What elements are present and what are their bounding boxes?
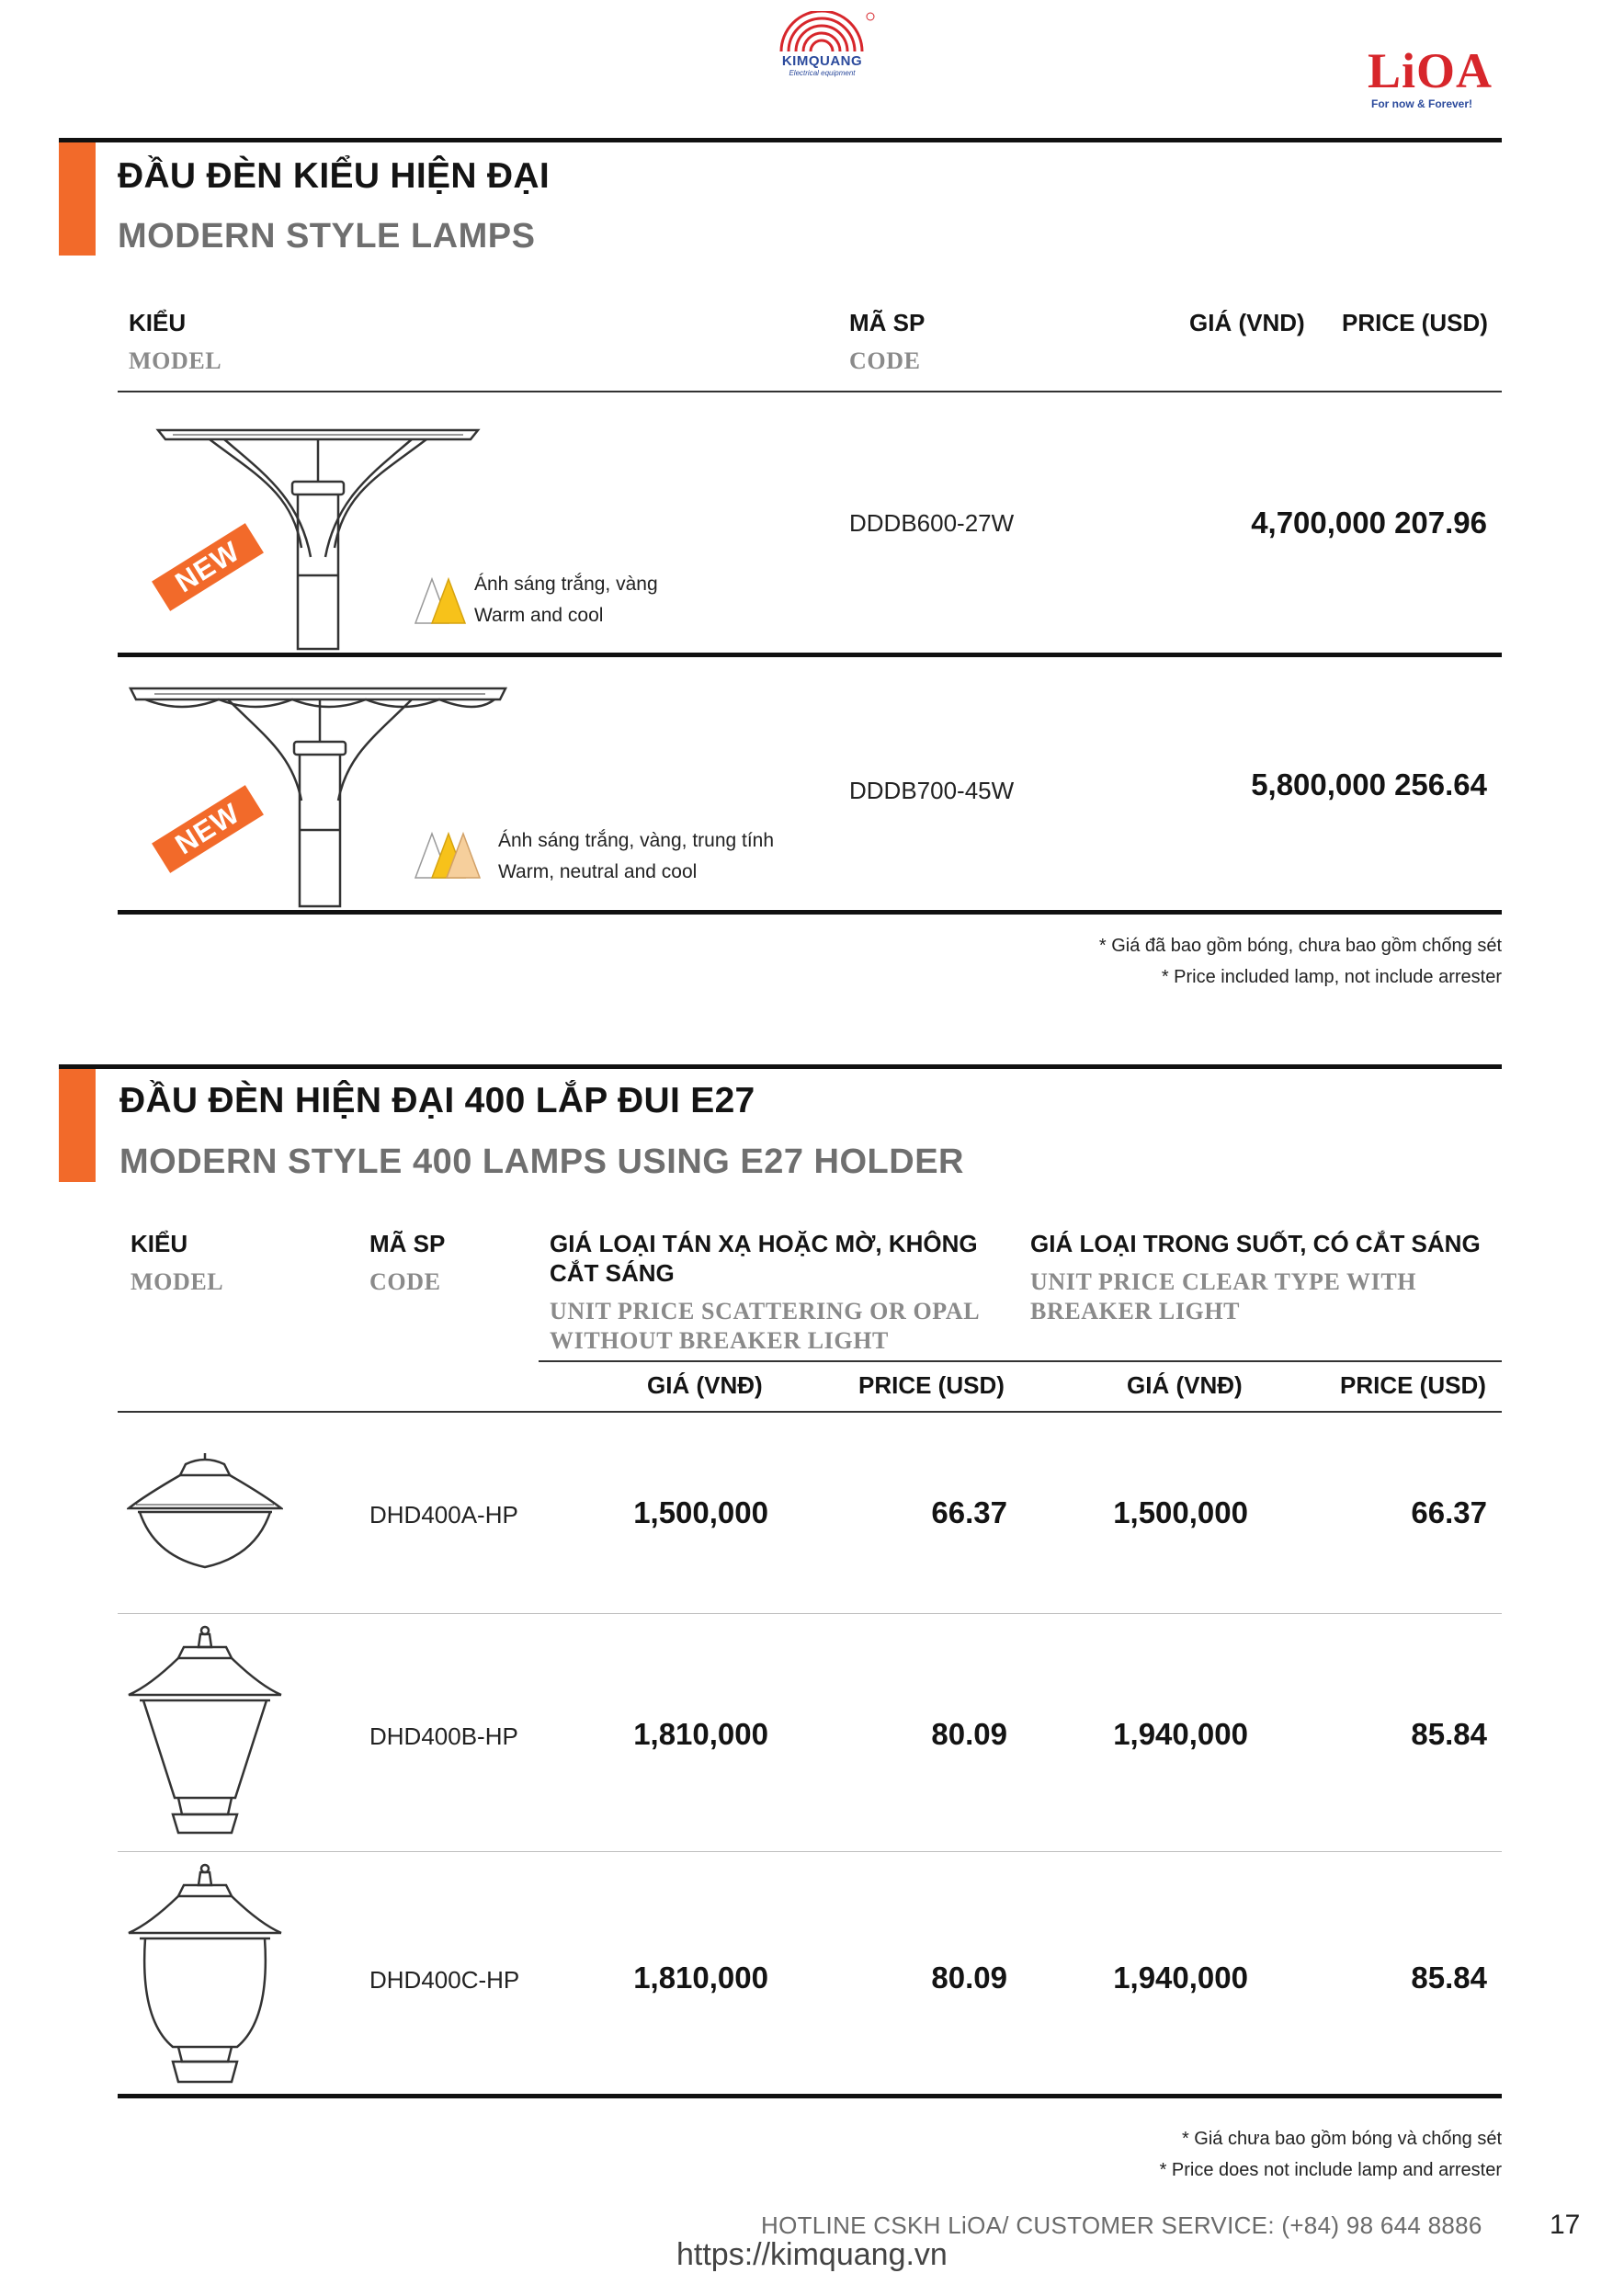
clear-price-vnd: 1,940,000 [1113, 1717, 1248, 1751]
section1-top-rule [59, 138, 1502, 142]
s1-header-code-vn: MÃ SP [849, 309, 926, 336]
opal-price-vnd: 1,500,000 [633, 1495, 768, 1529]
s2-header-group2-vn: GIÁ LOẠI TRONG SUỐT, CÓ CẮT SÁNG [1030, 1230, 1481, 1257]
section1-title-vn: ĐẦU ĐÈN KIỂU HIỆN ĐẠI [118, 156, 550, 196]
s1-header-price-vnd: GIÁ (VND) [1189, 309, 1305, 336]
s2-note-vn: * Giá chưa bao gồm bóng và chống sét [1181, 2129, 1502, 2149]
page-number: 17 [1550, 2210, 1581, 2240]
new-badge: NEW [152, 785, 264, 873]
lamp-drawing-icon [127, 1451, 283, 1573]
footer-url[interactable]: https://kimquang.vn [676, 2237, 948, 2272]
lioa-logo [1368, 43, 1505, 115]
s1-note-en: * Price included lamp, not include arrester [1161, 967, 1502, 987]
light-color-triangle-icon [414, 577, 469, 625]
clear-price-vnd: 1,940,000 [1113, 1961, 1248, 1995]
s2-header-group2-en-line2: BREAKER LIGHT [1030, 1298, 1241, 1324]
lioa-tagline: For now & Forever! [1371, 97, 1473, 110]
section1-accent-bar [59, 138, 96, 256]
table-row [118, 395, 1502, 653]
s2-header-group1-en-line1: UNIT PRICE SCATTERING OR OPAL [550, 1298, 981, 1324]
s1-header-model-vn: KIỂU [129, 309, 187, 336]
product-code: DDDB700-45W [849, 777, 1015, 804]
light-type-vn: Ánh sáng trắng, vàng, trung tính [498, 830, 775, 851]
clear-price-vnd: 1,500,000 [1113, 1495, 1248, 1529]
section2-accent-bar [59, 1064, 96, 1182]
section2-title-en: MODERN STYLE 400 LAMPS USING E27 HOLDER [119, 1142, 964, 1181]
s2-header-code-en: CODE [369, 1268, 441, 1295]
product-code: DHD400A-HP [369, 1501, 518, 1529]
section1-title-en: MODERN STYLE LAMPS [118, 217, 536, 256]
s2-header-price-usd-2: PRICE (USD) [1340, 1371, 1486, 1399]
lamp-drawing-icon [127, 1863, 283, 2091]
kimquang-wordmark: KIMQUANG [781, 53, 863, 69]
kimquang-logo [765, 11, 880, 79]
product-code: DHD400B-HP [369, 1722, 518, 1750]
opal-price-vnd: 1,810,000 [633, 1717, 768, 1751]
price-usd: 207.96 [1394, 506, 1487, 540]
s1-header-model-en: MODEL [129, 347, 222, 374]
light-type-vn: Ánh sáng trắng, vàng [474, 574, 658, 595]
price-usd: 256.64 [1394, 767, 1487, 801]
s2-header-model-vn: KIỂU [131, 1230, 188, 1257]
s2-subheader-rule [539, 1360, 1502, 1362]
table-row [118, 1852, 1502, 2093]
lamp-drawing-icon [127, 1625, 283, 1842]
footer-hotline: HOTLINE CSKH LiOA/ CUSTOMER SERVICE: (+84) 98 644 8886 [761, 2211, 1482, 2239]
kimquang-subtitle: Electrical equipment [789, 69, 856, 77]
light-type-en: Warm, neutral and cool [498, 861, 698, 882]
product-code: DHD400C-HP [369, 1966, 520, 1994]
opal-price-usd: 80.09 [931, 1961, 1007, 1995]
s2-header-price-vnd-2: GIÁ (VNĐ) [1127, 1371, 1243, 1399]
kimquang-logo-icon [765, 11, 880, 53]
table-row [118, 657, 1502, 910]
new-badge: NEW [152, 523, 264, 611]
s1-header-price-usd: PRICE (USD) [1342, 309, 1488, 336]
s2-note-en: * Price does not include lamp and arrester [1159, 2160, 1502, 2180]
table-row [118, 1614, 1502, 1851]
s2-header-model-en: MODEL [131, 1268, 224, 1295]
opal-price-usd: 80.09 [931, 1717, 1007, 1751]
section2-top-rule [59, 1064, 1502, 1069]
s2-header-group1-vn-line2: CẮT SÁNG [550, 1259, 675, 1287]
s2-header-price-vnd-1: GIÁ (VNĐ) [647, 1371, 763, 1399]
light-type-en: Warm and cool [474, 605, 604, 626]
s1-note-vn: * Giá đã bao gồm bóng, chưa bao gồm chống sét [1098, 936, 1502, 956]
price-vnd: 5,800,000 [1251, 767, 1386, 801]
s2-header-group1-en-line2: WITHOUT BREAKER LIGHT [550, 1327, 889, 1354]
s1-header-code-en: CODE [849, 347, 921, 374]
opal-price-usd: 66.37 [931, 1495, 1007, 1529]
opal-price-vnd: 1,810,000 [633, 1961, 768, 1995]
light-color-triangle-icon [414, 832, 483, 880]
s2-header-group1-vn-line1: GIÁ LOẠI TÁN XẠ HOẶC MỜ, KHÔNG [550, 1230, 978, 1257]
section2-title-vn: ĐẦU ĐÈN HIỆN ĐẠI 400 LẮP ĐUI E27 [119, 1081, 755, 1120]
s1-header-rule [118, 391, 1502, 392]
lioa-logo-icon: LiOA [1368, 43, 1493, 98]
s2-bottom-rule [118, 2094, 1502, 2098]
clear-price-usd: 85.84 [1411, 1717, 1487, 1751]
product-code: DDDB600-27W [849, 509, 1015, 537]
table-row [118, 1413, 1502, 1613]
clear-price-usd: 66.37 [1411, 1495, 1487, 1529]
clear-price-usd: 85.84 [1411, 1961, 1487, 1995]
price-vnd: 4,700,000 [1251, 506, 1386, 540]
s2-header-price-usd-1: PRICE (USD) [858, 1371, 1005, 1399]
s2-header-code-vn: MÃ SP [369, 1230, 446, 1257]
s1-bottom-rule [118, 910, 1502, 915]
s2-header-group2-en-line1: UNIT PRICE CLEAR TYPE WITH [1030, 1268, 1417, 1295]
